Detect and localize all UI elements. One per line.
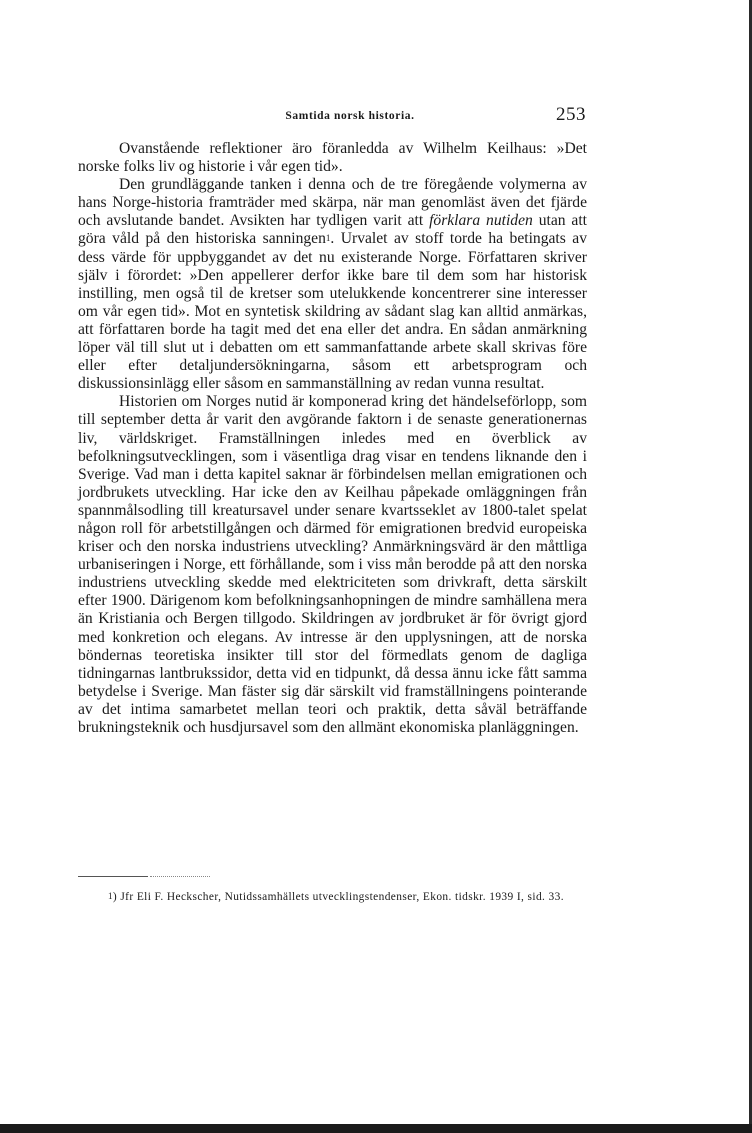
paragraph-1: Ovanstående reflektioner äro föranledda av Wilhelm Keilhaus: »Det norske folks liv og historie i vår egen tid». [78, 140, 587, 176]
running-title: Samtida norsk historia. [285, 110, 415, 122]
paragraph-2-part-b: utan att göra våld på den historiska sanningen [78, 212, 587, 248]
footnote [78, 888, 587, 907]
paragraph-2 [78, 176, 587, 393]
paragraph-2-part-a: Den grundläggande tanken i denna och de tre föregående volymerna av hans Norge-historia framträder med skärpa, när man genomläst även det fjärde och avslutande bandet. Avsikten har tydligen varit att [78, 176, 587, 230]
paragraph-3: Historien om Norges nutid är komponerad kring det händelseförlopp, som till september detta år varit den avgörande faktorn i de senaste generationernas liv, världskriget. Framställningen inledes med en överblick av befolkningsutvecklingen, som i väsentliga drag visar en tendens liknande den i Sverige. Vad man i detta kapitel saknar är förbindelsen mellan emigrationen och jordbrukets utveckling. Har icke den av Keilhau påpekade omläggningen från spannmålsodling till kreatursavel under senare kvartsseklet av 1800-talet spelat någon roll för arbetstillgången och därmed för emigrationen bredvid europeiska kriser och den norska industriens utveckling? Anmärkningsvärd är den måttliga urbaniseringen i Norge, ett förhållande, som i viss mån berodde på att den norska industriens utveckling skedde med elektriciteten som drivkraft, detta särskilt efter 1900. Därigenom kom befolkningsanhopningen de mindre samhällena mera än Kristiania och Bergen tillgodo. Skildringen av jordbruket är för övrigt gjord med konkretion och elegans. Av intresse är den upplysningen, att de norska böndernas teoretiska insikter till stor del förmedlats genom de dagliga tidningarnas lantbrukssidor, detta vid en tidpunkt, då dessa ännu icke fått samma betydelse i Sverige. Man fäster sig där särskilt vid framställningens pointerande av det intima samarbetet mellan teori och praktik, detta såväl beträffande brukningsteknik och husdjursavel som den allmänt ekonomiska planläggningen. [78, 393, 587, 736]
footnote-rule-dotted [150, 876, 210, 877]
footnote-text: ) Jfr Eli F. Heckscher, Nutidssamhällets utvecklingstendenser, Ekon. tidskr. 1939 I, sid. 33. [112, 891, 564, 903]
emphasis-forklara-nutiden: förklara nutiden [429, 212, 533, 230]
footnote-marker: 1 [108, 891, 113, 901]
footnote-rule [78, 876, 148, 877]
footnote-reference: 1 [325, 233, 331, 244]
scan-edge-bottom [0, 1124, 752, 1133]
body-text [78, 140, 587, 737]
page-number: 253 [556, 104, 586, 125]
paragraph-2-part-c: . Urvalet av stoff torde ha betingats av dess värde för uppbyggandet av det nu existerande Norge. Författaren skriver själv i förordet: »Den appellerer derfor ikke bare til dem som har historisk instilling, men også til de kretser som utelukkende koncentrerer sine interesser om vår egen tid». Mot en syntetisk skildring av sådant slag kan alltid anmärkas, att författaren borde ha tagit med det ena eller det andra. En sådan anmärkning löper väl till slut ut i debatten om ett sammanfattande arbete skall skrivas före eller efter detaljundersökningarna, såsom ett arbetsprogram och diskussionsinlägg eller såsom en sammanställning av redan vunna resultat. [78, 230, 587, 393]
